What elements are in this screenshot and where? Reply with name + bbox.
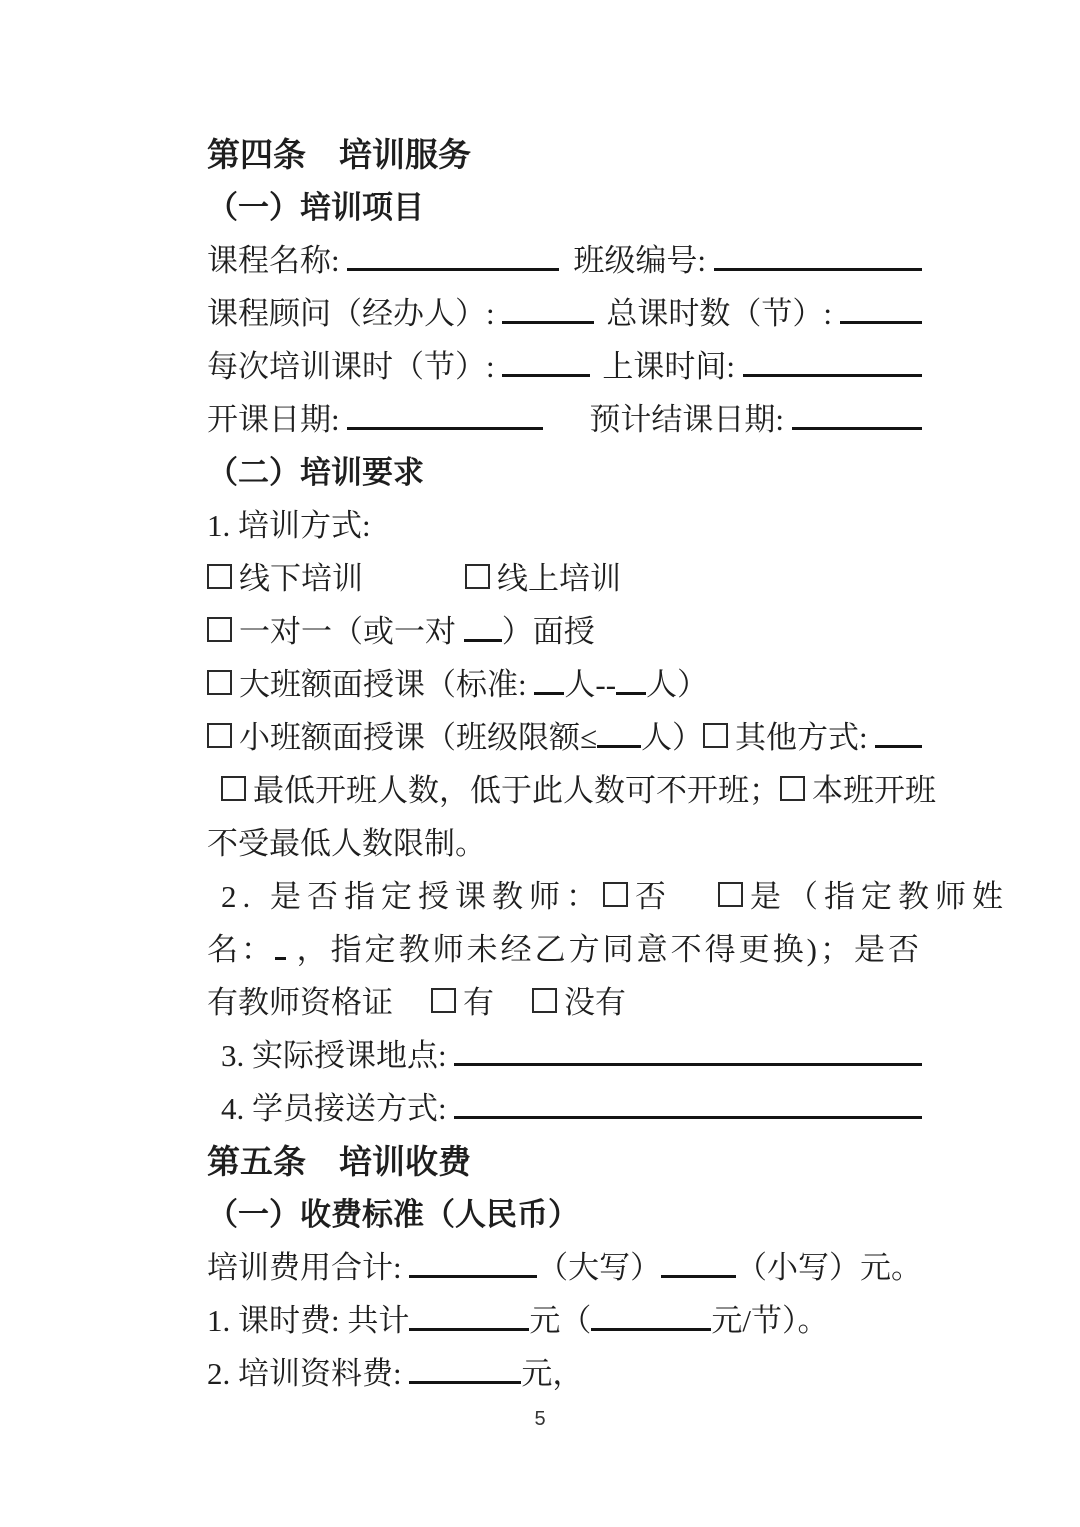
end-date-label: 预计结课日期:: [589, 402, 792, 437]
course-name-label: 课程名称:: [207, 243, 348, 278]
total-lessons-label: 总课时数（节）:: [606, 296, 840, 331]
teacher-name-label: 名：: [207, 932, 275, 967]
blank-total-fee-capital[interactable]: [409, 1275, 537, 1278]
blank-one-on-one-count[interactable]: [464, 639, 502, 642]
cert-yes-label: 有: [463, 985, 494, 1020]
min-class-size-label-pre: 最低开班人数: [253, 773, 439, 808]
checkbox-large-class[interactable]: [207, 670, 232, 695]
row-lesson-fee: [207, 1294, 922, 1347]
section-4-part-2-title: （二）培训要求: [207, 455, 424, 490]
blank-large-class-max[interactable]: [616, 692, 646, 695]
row-course-name-class-number: [207, 234, 922, 287]
blank-lesson-fee-total[interactable]: [409, 1328, 529, 1331]
start-date-label: 开课日期:: [207, 402, 348, 437]
teaching-location-label: 3. 实际授课地点:: [221, 1038, 455, 1073]
other-method-label: 其他方式:: [735, 720, 876, 755]
online-training-label: 线上培训: [497, 561, 621, 596]
section-5-part-1-title: （一）收费标准（人民币）: [207, 1197, 579, 1232]
offline-training-label: 线下培训: [239, 561, 363, 596]
checkbox-teacher-yes[interactable]: [718, 882, 743, 907]
material-fee-label: 2. 培训资料费:: [207, 1356, 410, 1391]
teacher-yes-label: 是（指定教师姓: [750, 879, 1009, 914]
designated-teacher-label: 2. 是否指定授课教师：: [221, 879, 603, 914]
blank-course-advisor[interactable]: [502, 321, 594, 324]
class-number-label: 班级编号:: [573, 243, 714, 278]
blank-material-fee[interactable]: [409, 1381, 521, 1384]
small-class-label-pre: 小班额面授课（班级限额≤: [239, 720, 598, 755]
blank-course-name[interactable]: [347, 268, 559, 271]
blank-start-date[interactable]: [347, 427, 543, 430]
total-fee-capital-label: （大写）: [537, 1250, 662, 1285]
blank-lesson-length[interactable]: [502, 374, 590, 377]
lesson-fee-label-post: 元/节）。: [711, 1303, 829, 1338]
blank-teaching-location[interactable]: [454, 1063, 922, 1066]
blank-small-class-limit[interactable]: [597, 745, 641, 748]
row-training-mode: [207, 499, 922, 552]
min-class-size-label-post: ，低于此人数可不开班；: [439, 773, 780, 808]
row-large-class: [207, 658, 922, 711]
checkbox-one-on-one[interactable]: [207, 617, 232, 642]
checkbox-cert-no[interactable]: [532, 988, 557, 1013]
blank-lesson-fee-per[interactable]: [591, 1328, 711, 1331]
contract-content: [207, 128, 1009, 1400]
row-teaching-location: [207, 1029, 922, 1082]
blank-end-date[interactable]: [792, 427, 922, 430]
row-teacher-name: [207, 923, 922, 976]
row-total-fee: [207, 1241, 922, 1294]
row-offline-online: [207, 552, 922, 605]
total-fee-small-label: （小写）元。: [736, 1250, 922, 1285]
course-advisor-label: 课程顾问（经办人）:: [207, 296, 503, 331]
row-min-class-size: [207, 764, 936, 817]
row-lesson-length-class-time: [207, 340, 922, 393]
section-4-title: 第四条 培训服务: [207, 136, 471, 173]
pickup-method-label: 4. 学员接送方式:: [221, 1091, 455, 1126]
blank-total-fee-small[interactable]: [661, 1275, 736, 1278]
checkbox-other-method[interactable]: [703, 723, 728, 748]
large-class-label-mid: 人--: [564, 667, 617, 702]
checkbox-offline-training[interactable]: [207, 564, 232, 589]
blank-large-class-min[interactable]: [534, 692, 564, 695]
section-4-title-row: [207, 128, 922, 181]
blank-other-method[interactable]: [875, 745, 922, 748]
page-number: 5: [534, 1408, 546, 1430]
lesson-fee-label-pre: 1. 课时费: 共计: [207, 1303, 410, 1338]
section-5-part-1-title-row: [207, 1188, 922, 1241]
row-designated-teacher: [207, 870, 1009, 923]
checkbox-cert-yes[interactable]: [431, 988, 456, 1013]
teacher-cert-label: 有教师资格证: [207, 985, 393, 1020]
blank-class-number[interactable]: [714, 268, 922, 271]
section-5-title: 第五条 培训收费: [207, 1143, 471, 1180]
blank-total-lessons[interactable]: [840, 321, 922, 324]
checkbox-small-class[interactable]: [207, 723, 232, 748]
row-pickup-method: [207, 1082, 922, 1135]
checkbox-no-min-limit[interactable]: [780, 776, 805, 801]
cert-no-label: 没有: [564, 985, 626, 1020]
one-on-one-label-post: ）面授: [501, 614, 595, 649]
section-4-part-1-title-row: [207, 181, 922, 234]
small-class-label-post: 人）: [641, 720, 704, 755]
section-4-part-2-title-row: [207, 446, 922, 499]
teacher-no-label: 否: [635, 879, 672, 914]
section-4-part-1-title: （一）培训项目: [207, 190, 424, 225]
row-one-on-one: [207, 605, 922, 658]
class-time-label: 上课时间:: [602, 349, 743, 384]
row-small-class-other: [207, 711, 922, 764]
row-advisor-total-lessons: [207, 287, 922, 340]
lesson-length-label: 每次培训课时（节）:: [207, 349, 503, 384]
blank-pickup-method[interactable]: [454, 1116, 922, 1119]
total-fee-label: 培训费用合计:: [207, 1250, 410, 1285]
large-class-label-post: 人）: [646, 667, 709, 702]
one-on-one-label-pre: 一对一（或一对: [239, 614, 464, 649]
checkbox-min-class-size[interactable]: [221, 776, 246, 801]
lesson-fee-label-mid: 元（: [529, 1303, 592, 1338]
blank-class-time[interactable]: [743, 374, 922, 377]
training-mode-label: 1. 培训方式:: [207, 508, 371, 543]
row-start-end-date: [207, 393, 922, 446]
blank-teacher-name[interactable]: [275, 957, 286, 960]
teacher-name-label-post: ，指定教师未经乙方同意不得更换)；是否: [285, 932, 922, 967]
row-no-min-limit-cont: [207, 817, 922, 870]
row-teacher-cert: [207, 976, 922, 1029]
no-min-limit-label-line1: 本班开班: [812, 773, 936, 808]
material-fee-label-post: 元，: [521, 1356, 584, 1391]
checkbox-online-training[interactable]: [465, 564, 490, 589]
no-min-limit-label-line2: 不受最低人数限制。: [207, 826, 486, 861]
checkbox-teacher-no[interactable]: [603, 882, 628, 907]
row-material-fee: [207, 1347, 922, 1400]
large-class-label-pre: 大班额面授课（标准:: [239, 667, 535, 702]
section-5-title-row: [207, 1135, 922, 1188]
